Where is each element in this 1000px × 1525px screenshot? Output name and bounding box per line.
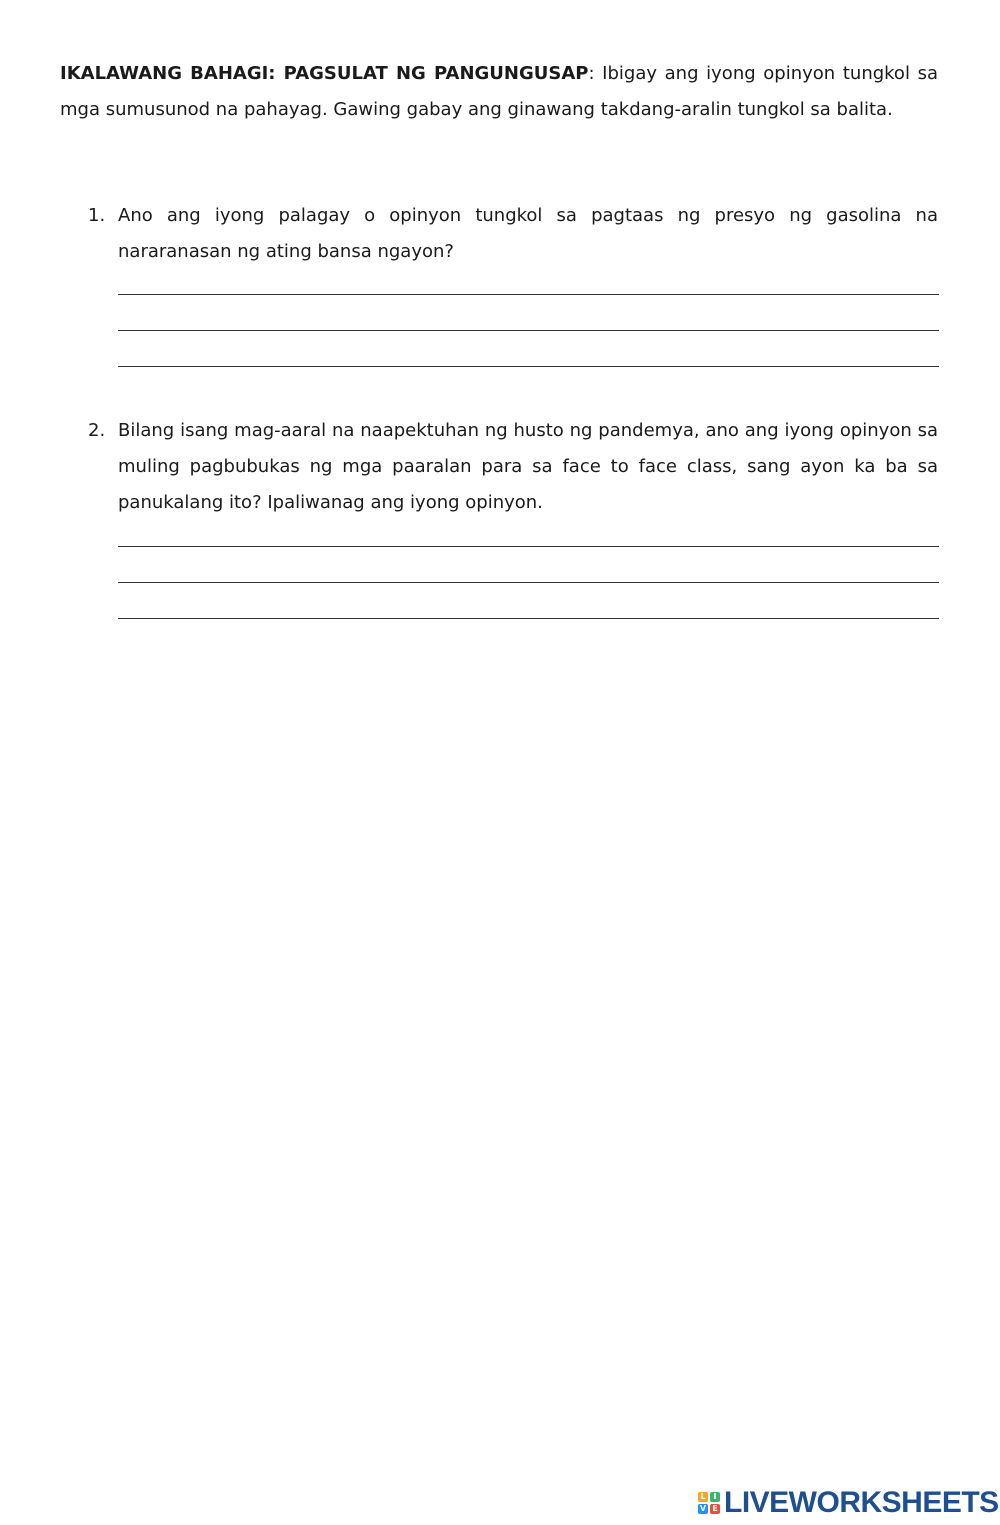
logo-cell-v: V [699, 1504, 707, 1513]
liveworksheets-logo [698, 1488, 999, 1518]
instructions-text: Ibigay ang iyong opinyon tungkol sa mga sumusunod na pahayag. Gawing gabay ang ginawang takdang-aralin tungkol sa balita. [60, 63, 938, 120]
question-1-answer-line-1[interactable] [118, 294, 939, 295]
question-2-text-block [88, 413, 938, 521]
heading-separator: : [588, 63, 595, 84]
section-heading: IKALAWANG BAHAGI: PAGSULAT NG PANGUNGUSAP [60, 63, 589, 84]
question-1-text: Ano ang iyong palagay o opinyon tungkol sa pagtaas ng presyo ng gasolina na nararanasan ng ating bansa ngayon? [118, 205, 938, 262]
question-1-answer-line-3[interactable] [118, 366, 939, 367]
question-1-text-block [88, 198, 938, 270]
question-2-answer-line-3[interactable] [118, 618, 939, 619]
liveworksheets-logo-icon [698, 1492, 720, 1514]
question-2-number: 2. [88, 420, 106, 441]
question-1-answer-line-2[interactable] [118, 330, 939, 331]
liveworksheets-wordmark: LIVEWORKSHEETS [724, 1486, 999, 1519]
question-2-text: Bilang isang mag-aaral na naapektuhan ng husto ng pandemya, ano ang iyong opinyon sa muling pagbubukas ng mga paaralan para sa face to face class, sang ayon ka ba sa panukalang ito? Ipaliwanag ang iyong opinyon. [118, 420, 938, 513]
instructions-paragraph [60, 56, 938, 127]
question-2-answer-line-1[interactable] [118, 546, 939, 547]
logo-cell-l: L [698, 1492, 708, 1502]
logo-cell-e: E [710, 1504, 720, 1514]
question-2-answer-line-2[interactable] [118, 582, 939, 583]
question-1-number: 1. [88, 205, 106, 226]
logo-cell-i: I [710, 1492, 720, 1502]
question-2 [88, 413, 938, 521]
question-1 [88, 198, 938, 270]
